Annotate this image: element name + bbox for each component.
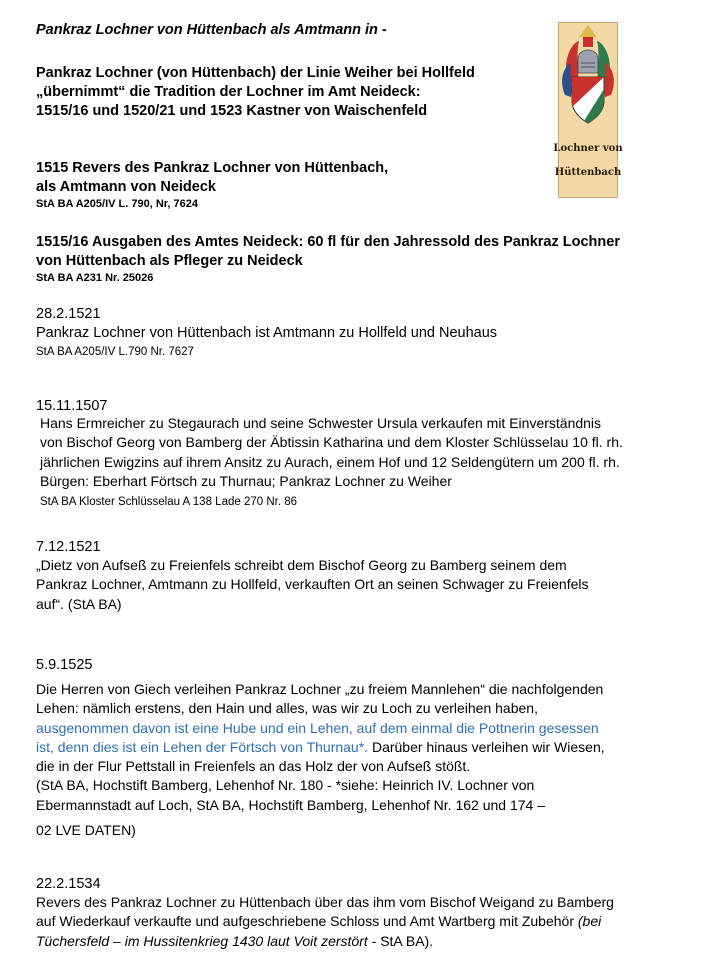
intro-line: 1515/16 und 1520/21 und 1523 Kastner von Waischenfeld xyxy=(36,103,428,119)
section-line: als Amtmann von Neideck xyxy=(36,179,216,195)
highlighted-line: ausgenommen davon ist eine Hube und ein Lehen, auf dem einmal die Pottnerin gesessen xyxy=(36,719,599,736)
crest-caption-2: Hüttenbach xyxy=(554,167,622,178)
entry-1521-12-text xyxy=(36,556,702,614)
mixed-line xyxy=(36,738,704,757)
entry-date: 28.2.1521 xyxy=(36,306,101,322)
coat-of-arms-image xyxy=(553,22,623,198)
entry-date: 7.12.1521 xyxy=(36,539,101,555)
text-line: von Bischof Georg von Bamberg der Äbtissin Katharina und dem Kloster Schlüsselau 10 fl. rh. xyxy=(40,434,623,451)
plain-text: - StA BA). xyxy=(367,932,434,949)
text-line: „Dietz von Aufseß zu Freienfels schreibt dem Bischof Georg zu Bamberg seinem dem xyxy=(36,557,567,573)
source-ref: StA BA A205/IV L. 790, Nr, 7624 xyxy=(36,198,199,210)
text-line: auf“. (StA BA) xyxy=(36,595,122,612)
entry-1525-text xyxy=(36,680,704,840)
intro-block xyxy=(36,64,475,121)
entry-date: 22.2.1534 xyxy=(36,876,101,892)
text-line: jährlichen Ewigzins auf ihrem Ansitz zu Aurach, einem Hof und 12 Seldengütern um 200 fl. rh. xyxy=(40,453,620,470)
intro-line: Pankraz Lochner (von Hüttenbach) der Linie Weiher bei Hollfeld xyxy=(36,65,475,81)
entry-1534-text xyxy=(36,893,704,951)
entry-date: 5.9.1525 xyxy=(36,657,93,673)
text-line: Hans Ermreicher zu Stegaurach und seine Schwester Ursula verkaufen mit Einverständnis xyxy=(40,415,602,431)
source-ref: StA BA A231 Nr. 25026 xyxy=(36,272,154,284)
text-line: Lehen: nämlich erstens, den Hain und alles, was wir zu Loch zu verleihen haben, xyxy=(36,700,538,717)
section-line: 1515/16 Ausgaben des Amtes Neideck: 60 fl für den Jahressold des Pankraz Lochner xyxy=(36,234,620,250)
text-line: (StA BA, Hochstift Bamberg, Lehenhof Nr. 180 - *siehe: Heinrich IV. Lochner von xyxy=(36,777,535,794)
entry-1507-text xyxy=(40,414,702,491)
entry-1521-02 xyxy=(36,305,497,359)
mixed-line xyxy=(36,912,704,931)
entry-1521-12 xyxy=(36,538,101,557)
text-line: Bürgen: Eberhart Förtsch zu Thurnau; Pankraz Lochner zu Weiher xyxy=(40,472,452,489)
plain-text: Darüber hinaus verleihen wir Wiesen, xyxy=(368,738,605,755)
text-line: Revers des Pankraz Lochner zu Hüttenbach über das ihm vom Bischof Weigand zu Bamberg xyxy=(36,894,614,910)
section-line: von Hüttenbach als Pfleger zu Neideck xyxy=(36,253,303,269)
italic-text: Tüchersfeld – im Hussitenkrieg 1430 laut Voit zerstört xyxy=(36,932,368,949)
page-title: Pankraz Lochner von Hüttenbach als Amtmann in - xyxy=(36,22,387,38)
text-line: 02 LVE DATEN) xyxy=(36,822,136,839)
highlighted-text: ist, denn dies ist ein Lehen der Förtsch von Thurnau*. xyxy=(36,738,369,755)
entry-1525 xyxy=(36,656,92,675)
italic-text: (bei xyxy=(574,913,602,930)
section-1516 xyxy=(36,233,620,285)
text-line: Ebermannstadt auf Loch, StA BA, Hochstift Bamberg, Lehenhof Nr. 162 und 174 – xyxy=(36,796,545,813)
entry-1534 xyxy=(36,875,101,894)
text-line: Die Herren von Giech verleihen Pankraz Lochner „zu freiem Mannlehen“ die nachfolgenden xyxy=(36,681,604,697)
crest-caption-1: Lochner von xyxy=(553,143,623,154)
entry-date: 15.11.1507 xyxy=(36,398,108,414)
section-line: 1515 Revers des Pankraz Lochner von Hüttenbach, xyxy=(36,160,389,176)
text-line: Pankraz Lochner, Amtmann zu Hollfeld, verkauften Ort an seinen Schwager zu Freienfels xyxy=(36,576,589,593)
text-line: die in der Flur Pettstall in Freienfels an das Holz der von Aufseß stößt. xyxy=(36,758,471,775)
source-ref: StA BA Kloster Schlüsselau A 138 Lade 270 Nr. 86 xyxy=(40,496,298,508)
section-1515 xyxy=(36,159,388,211)
entry-text: Pankraz Lochner von Hüttenbach ist Amtmann zu Hollfeld und Neuhaus xyxy=(36,325,498,341)
mixed-line xyxy=(36,932,704,951)
intro-line: „übernimmt“ die Tradition der Lochner im Amt Neideck: xyxy=(36,84,421,100)
source-ref: StA BA A205/IV L.790 Nr. 7627 xyxy=(36,346,194,358)
plain-text: auf Wiederkauf verkaufte und aufgeschriebene Schloss und Amt Wartberg mit Zubehör xyxy=(36,913,574,930)
